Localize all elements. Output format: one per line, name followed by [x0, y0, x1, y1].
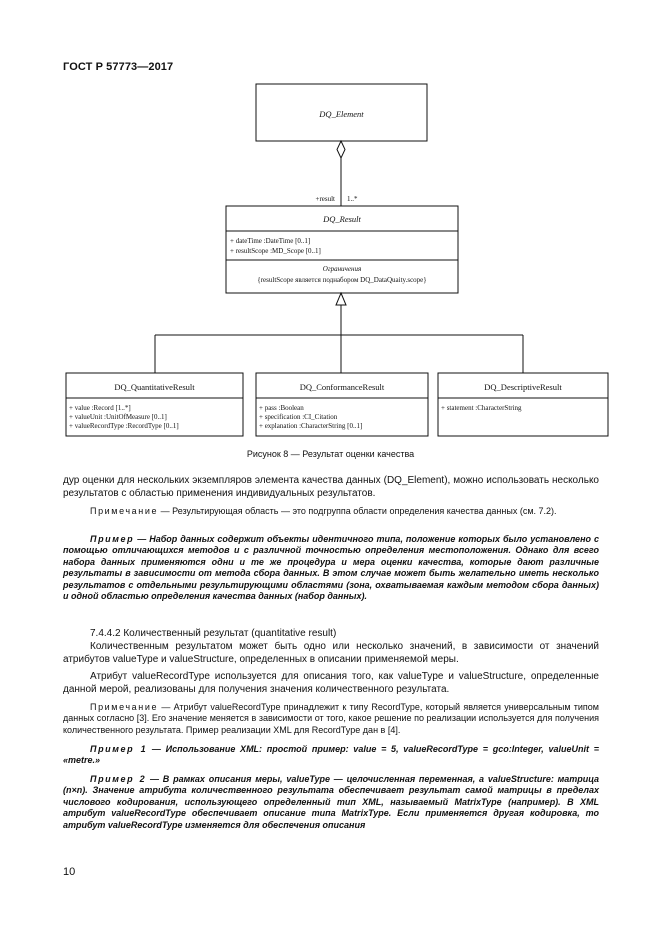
example-paragraph	[63, 744, 599, 767]
note-text: — Результирующая область — это подгруппа области определения качества данных (см. 7.2).	[158, 506, 557, 516]
uml-class-diagram	[0, 0, 661, 440]
dq-descriptive-result-name: DQ_DescriptiveResult	[484, 382, 562, 392]
note-text: — Атрибут valueRecordType принадлежит к типу RecordType, который является универсальным типом данных согласно [3]. Его значение меняется в зависимости от того, какое решение по реализации используется для получения количественного результата. Пример реализации XML для RecordType дан в [4].	[63, 702, 599, 735]
example-label: Пример 1	[90, 744, 148, 754]
dq-element-name: DQ_Element	[319, 109, 364, 119]
dq-result-name: DQ_Result	[323, 214, 361, 224]
dq-descriptive-result-attr: + statement :CharacterString	[441, 404, 522, 412]
dq-result-attr: + resultScope :MD_Scope [0..1]	[230, 247, 321, 255]
example-label: Пример	[90, 534, 135, 544]
assoc-multiplicity-label: 1..*	[347, 195, 358, 203]
dq-conformance-result-attr: + explanation :CharacterString [0..1]	[259, 422, 363, 430]
example-paragraph	[63, 774, 599, 831]
example-label: Пример 2	[90, 774, 147, 784]
document-header: ГОСТ Р 57773—2017	[63, 61, 174, 73]
note-label: Примечание	[90, 506, 159, 516]
example-paragraph	[63, 534, 599, 602]
section-heading: 7.4.4.2 Количественный результат (quantitative result)	[90, 628, 337, 639]
dq-quantitative-result-attr: + valueUnit :UnitOfMeasure [0..1]	[69, 413, 167, 421]
dq-result-attr: + dateTime :DateTime [0..1]	[230, 237, 311, 245]
note-paragraph	[63, 506, 599, 517]
assoc-role-label: +result	[315, 195, 335, 203]
paragraph: дур оценки для нескольких экземпляров элемента качества данных (DQ_Element), можно использовать несколько результатов с областью применения индивидуальных результатов.	[63, 475, 599, 499]
dq-conformance-result-name: DQ_ConformanceResult	[299, 382, 385, 392]
dq-quantitative-result-name: DQ_QuantitativeResult	[114, 382, 195, 392]
note-paragraph	[63, 702, 599, 736]
generalization-arrow	[336, 293, 346, 305]
figure-caption: Рисунок 8 — Результат оценки качества	[246, 449, 415, 459]
dq-quantitative-result-attr: + valueRecordType :RecordType [0..1]	[69, 422, 179, 430]
example-text: — Использование XML: простой пример: value = 5, valueRecordType = gco:Integer, valueUnit = «metre.»	[63, 744, 599, 766]
example-text: — Набор данных содержит объекты идентичного типа, положение которых было установлено с помощью отличающихся методов и с различной точностью определения местоположения. Однако для всего набора данных применяются одни и те же процедура и мера оценки качества, которые дают различные результаты в зависимости от метода сбора данных. В этом случае может быть желательно иметь несколько результатов с отдельными результирующими областями (зона, охватываемая каждым методом сбора данных) и одной областью определения качества данных (набор данных).	[63, 534, 599, 602]
dq-conformance-result-attr: + pass :Boolean	[259, 404, 304, 412]
dq-conformance-result-attr: + specification :CI_Citation	[259, 413, 338, 421]
paragraph: Количественным результатом может быть одно или несколько значений, в зависимости от значений атрибутов valueType и valueStructure, определенных в описании применяемой меры.	[63, 641, 599, 665]
paragraph: Атрибут valueRecordType используется для описания того, как valueType и valueStructure, определенные данной мерой, реализованы для получения значения количественного результата.	[63, 671, 599, 695]
page-number: 10	[63, 866, 76, 878]
dq-quantitative-result-attr: + value :Record [1..*]	[69, 404, 131, 412]
note-label: Примечание	[90, 702, 159, 712]
constraint-text: {resultScope является поднабором DQ_DataQuaity.scope}	[257, 276, 427, 284]
aggregation-diamond	[337, 141, 345, 158]
constraint-title: Ограничения	[322, 265, 362, 273]
example-text: — В рамках описания меры, valueType — целочисленная переменная, а valueStructure: матрица (n×n). Значение атрибута количественного результата обеспечивает результат самой матрицы в пределах числового кодирования, использующего определенный тип XML, называемый MatrixType (например). В XML атрибут valueRecordType обеспечивает описание типа MatrixType. Если применяется другая кодировка, то атрибут valueRecordType изменяется для обеспечения описания	[63, 774, 599, 830]
